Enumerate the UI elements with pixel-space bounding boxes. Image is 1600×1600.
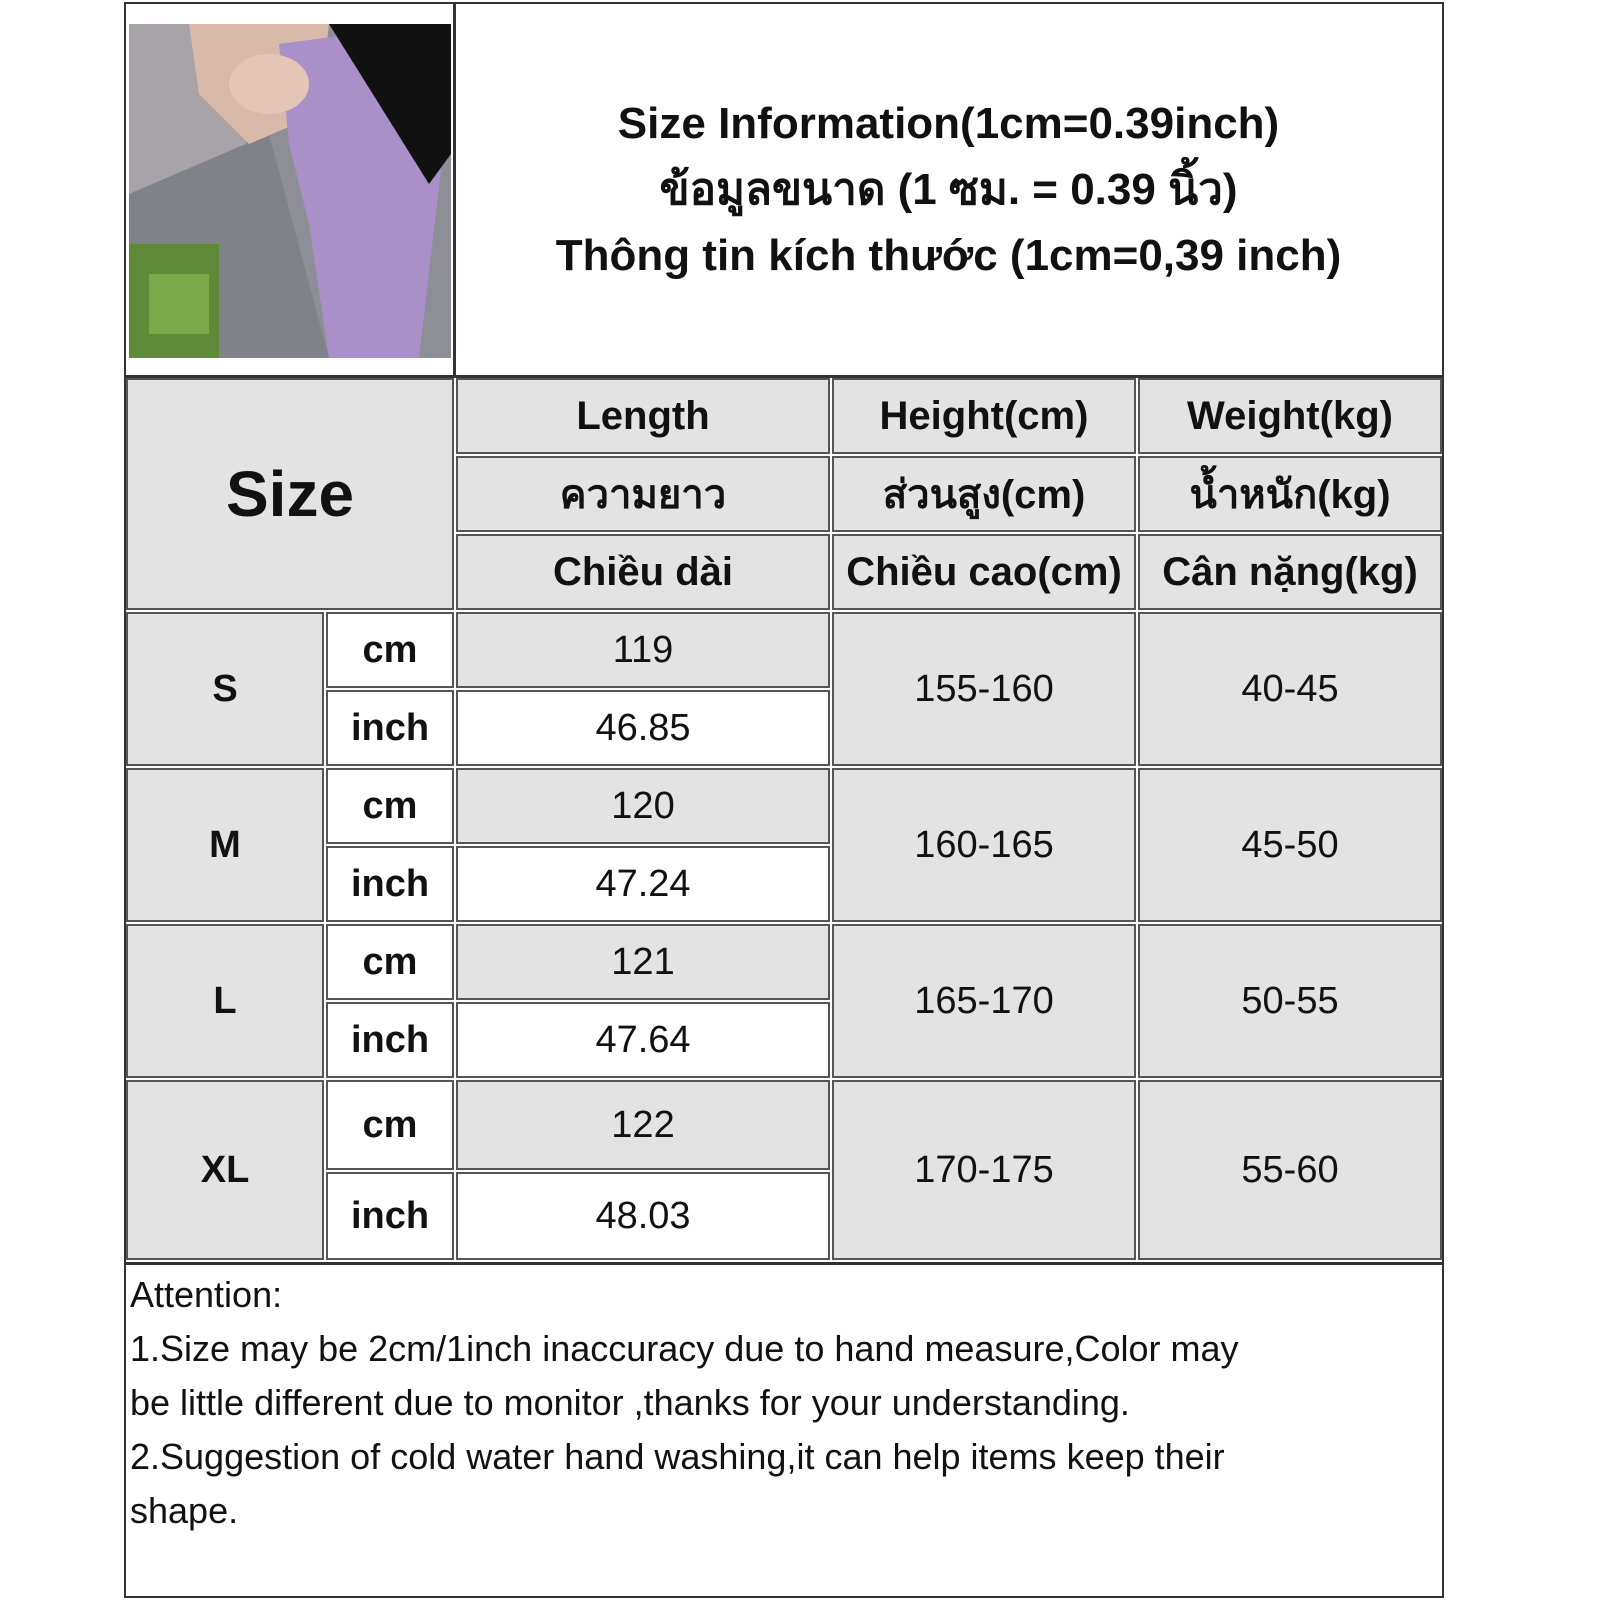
unit-cm: cm xyxy=(326,768,454,844)
notes-line: 1.Size may be 2cm/1inch inaccuracy due to hand measure,Color may xyxy=(130,1328,1239,1369)
unit-inch: inch xyxy=(326,846,454,922)
notes-line: shape. xyxy=(130,1490,239,1531)
title-english: Size Information(1cm=0.39inch) xyxy=(617,99,1280,148)
model-photo-svg xyxy=(129,24,451,358)
unit-cm: cm xyxy=(326,1080,454,1170)
height-s: 155-160 xyxy=(832,612,1136,766)
height-l: 165-170 xyxy=(832,924,1136,1078)
size-label-l: L xyxy=(126,924,324,1078)
size-header: Size xyxy=(126,378,454,610)
size-label-m: M xyxy=(126,768,324,922)
length-inch-xl: 48.03 xyxy=(456,1172,830,1260)
weight-xl: 55-60 xyxy=(1138,1080,1442,1260)
column-header-height-en: Height(cm) xyxy=(832,378,1136,454)
divider xyxy=(453,4,456,378)
length-inch-s: 46.85 xyxy=(456,690,830,766)
unit-inch: inch xyxy=(326,1002,454,1078)
length-inch-m: 47.24 xyxy=(456,846,830,922)
length-inch-l: 47.64 xyxy=(456,1002,830,1078)
notes-heading: Attention: xyxy=(130,1274,283,1315)
size-label-s: S xyxy=(126,612,324,766)
unit-inch: inch xyxy=(326,1172,454,1260)
unit-cm: cm xyxy=(326,924,454,1000)
column-header-height-vi: Chiều cao(cm) xyxy=(832,534,1136,610)
notes-line: be little different due to monitor ,thanks for your understanding. xyxy=(130,1382,1130,1423)
title-thai: ข้อมูลขนาด (1 ซม. = 0.39 นิ้ว) xyxy=(659,165,1238,214)
model-photo-icon xyxy=(129,24,451,358)
column-header-height-th: ส่วนสูง(cm) xyxy=(832,456,1136,532)
height-m: 160-165 xyxy=(832,768,1136,922)
size-label-xl: XL xyxy=(126,1080,324,1260)
attention-notes xyxy=(130,1268,1430,1538)
notes-line: 2.Suggestion of cold water hand washing,it can help items keep their xyxy=(130,1436,1225,1477)
length-cm-l: 121 xyxy=(456,924,830,1000)
unit-cm: cm xyxy=(326,612,454,688)
height-xl: 170-175 xyxy=(832,1080,1136,1260)
length-cm-s: 119 xyxy=(456,612,830,688)
column-header-weight-th: น้ำหนัก(kg) xyxy=(1138,456,1442,532)
column-header-length-th: ความยาว xyxy=(456,456,830,532)
weight-s: 40-45 xyxy=(1138,612,1442,766)
divider xyxy=(124,1262,1444,1265)
unit-inch: inch xyxy=(326,690,454,766)
weight-m: 45-50 xyxy=(1138,768,1442,922)
length-cm-xl: 122 xyxy=(456,1080,830,1170)
length-cm-m: 120 xyxy=(456,768,830,844)
column-header-length-en: Length xyxy=(456,378,830,454)
weight-l: 50-55 xyxy=(1138,924,1442,1078)
header-title-block xyxy=(455,4,1442,376)
column-header-weight-vi: Cân nặng(kg) xyxy=(1138,534,1442,610)
column-header-weight-en: Weight(kg) xyxy=(1138,378,1442,454)
title-vietnamese: Thông tin kích thước (1cm=0,39 inch) xyxy=(555,231,1342,280)
column-header-length-vi: Chiều dài xyxy=(456,534,830,610)
